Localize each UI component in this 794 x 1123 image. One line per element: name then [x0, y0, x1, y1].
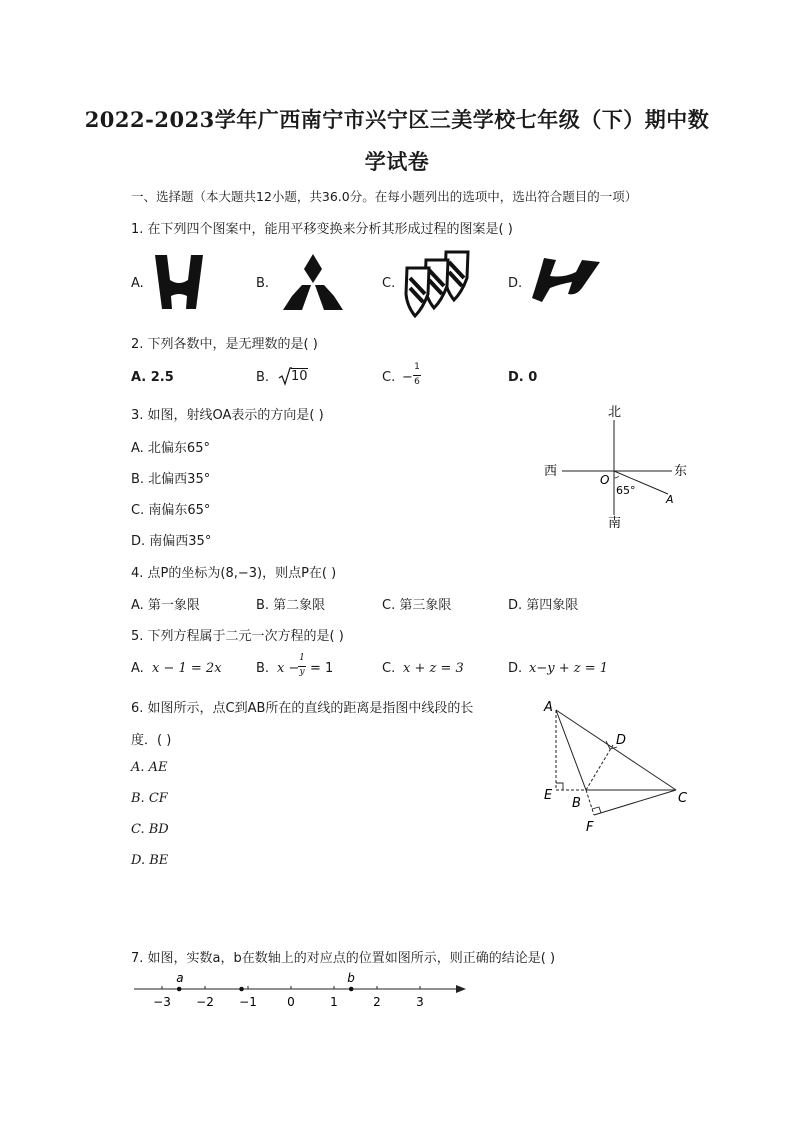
- q3-compass-figure: [540, 400, 700, 530]
- compass-west-label: 西: [544, 464, 558, 479]
- number-line-tick-label: 3: [416, 995, 424, 1009]
- compass-origin-label: O: [600, 473, 610, 487]
- q6-option-d: D. BE: [131, 853, 169, 868]
- point-d-label: D: [616, 733, 627, 748]
- q3-option-a: A. 北偏东65°: [131, 441, 210, 456]
- q6-option-a: A. AE: [131, 760, 168, 775]
- ray-point-label: A: [666, 493, 674, 506]
- point-e-label: E: [544, 788, 553, 803]
- q2-option-c-numerator: 1: [414, 362, 420, 372]
- question-7-stem: 7. 如图，实数a，b在数轴上的对应点的位置如图所示，则正确的结论是( ): [131, 951, 556, 966]
- question-4-stem: 4. 点P的坐标为(8,−3)，则点P在( ): [131, 566, 337, 581]
- angle-label: 65°: [616, 484, 636, 497]
- q4-option-b: B. 第二象限: [256, 598, 326, 613]
- point-c-label: C: [678, 791, 688, 806]
- q1-option-d-image: [530, 254, 602, 306]
- question-2-stem: 2. 下列各数中，是无理数的是( ): [131, 337, 318, 352]
- question-1-stem: 1. 在下列四个图案中，能用平移变换来分析其形成过程的图案是( ): [131, 222, 513, 237]
- point-a-label: A: [544, 700, 553, 715]
- q2-option-d: D. 0: [508, 370, 538, 385]
- q5-option-b-suffix: = 1: [310, 661, 334, 676]
- q5-option-d: x−y + z = 1: [529, 661, 609, 676]
- q2-option-b-label: B.: [256, 370, 270, 385]
- q1-option-d-label: D.: [508, 276, 523, 291]
- q1-option-b-label: B.: [256, 276, 270, 291]
- point-f-label: F: [586, 820, 594, 835]
- number-line-tick-label: 0: [287, 995, 295, 1009]
- q5-option-b-numerator: 1: [299, 653, 305, 663]
- question-6-stem-line1: 6. 如图所示，点C到AB所在的直线的距离是指图中线段的长: [131, 701, 474, 716]
- point-a-marker: [177, 987, 182, 992]
- q5-option-a: x − 1 = 2x: [152, 661, 222, 676]
- q3-option-b: B. 北偏西35°: [131, 472, 211, 487]
- q6-triangle-figure: [536, 695, 696, 840]
- point-b-label: B: [572, 796, 581, 811]
- compass-south-label: 南: [608, 516, 622, 530]
- q2-option-a: A. 2.5: [131, 370, 174, 385]
- question-3-stem: 3. 如图，射线OA表示的方向是( ): [131, 408, 324, 423]
- q1-option-b-image: [280, 252, 346, 312]
- number-line-tick-label: 2: [373, 995, 381, 1009]
- compass-east-label: 东: [674, 464, 688, 479]
- q5-option-b-denominator: y: [299, 667, 305, 677]
- number-line-tick-label: −3: [153, 995, 171, 1009]
- q1-option-c-image: [404, 248, 474, 318]
- q4-option-c: C. 第三象限: [382, 598, 452, 613]
- page-title: 2022-2023学年广西南宁市兴宁区三美学校七年级（下）期中数: [84, 107, 710, 132]
- q5-option-d-label: D.: [508, 661, 523, 676]
- q5-option-b-prefix: x −: [277, 661, 300, 676]
- question-5-stem: 5. 下列方程属于二元一次方程的是( ): [131, 629, 344, 644]
- question-6-stem-line2: 度．( ): [131, 733, 172, 748]
- q1-option-c-label: C.: [382, 276, 396, 291]
- q1-option-a-label: A.: [131, 276, 144, 291]
- sqrt-symbol-icon: [278, 366, 292, 386]
- q2-option-c-label: C.: [382, 370, 396, 385]
- compass-north-label: 北: [608, 405, 622, 420]
- q5-option-b-label: B.: [256, 661, 270, 676]
- section-heading: 一、选择题（本大题共12小题，共36.0分。在每小题列出的选项中，选出符合题目的一项）: [131, 189, 638, 204]
- q4-option-a: A. 第一象限: [131, 598, 200, 613]
- minus-sign: −: [402, 370, 413, 385]
- number-line-tick-label: −1: [239, 995, 257, 1009]
- q5-option-a-label: A.: [131, 661, 144, 676]
- q5-option-c-label: C.: [382, 661, 396, 676]
- q6-option-b: B. CF: [131, 791, 168, 806]
- q3-option-c: C. 南偏东65°: [131, 503, 211, 518]
- q5-option-c: x + z = 3: [403, 661, 464, 676]
- fraction-bar: [413, 375, 421, 376]
- number-line-tick-label: 1: [330, 995, 338, 1009]
- point-b-marker: [349, 987, 354, 992]
- q7-number-line: [128, 966, 473, 1014]
- point-a-label: a: [176, 971, 184, 985]
- q2-option-b-value: 10: [291, 369, 308, 384]
- q6-option-c: C. BD: [131, 822, 169, 837]
- extra-point-marker: [239, 987, 244, 992]
- q3-option-d: D. 南偏西35°: [131, 534, 212, 549]
- q4-option-d: D. 第四象限: [508, 598, 579, 613]
- q2-option-c-denominator: 6: [414, 377, 420, 387]
- page-title-line2: 学试卷: [364, 149, 430, 174]
- point-b-label: b: [347, 971, 355, 985]
- number-line-tick-label: −2: [196, 995, 214, 1009]
- q1-option-a-image: [152, 252, 206, 312]
